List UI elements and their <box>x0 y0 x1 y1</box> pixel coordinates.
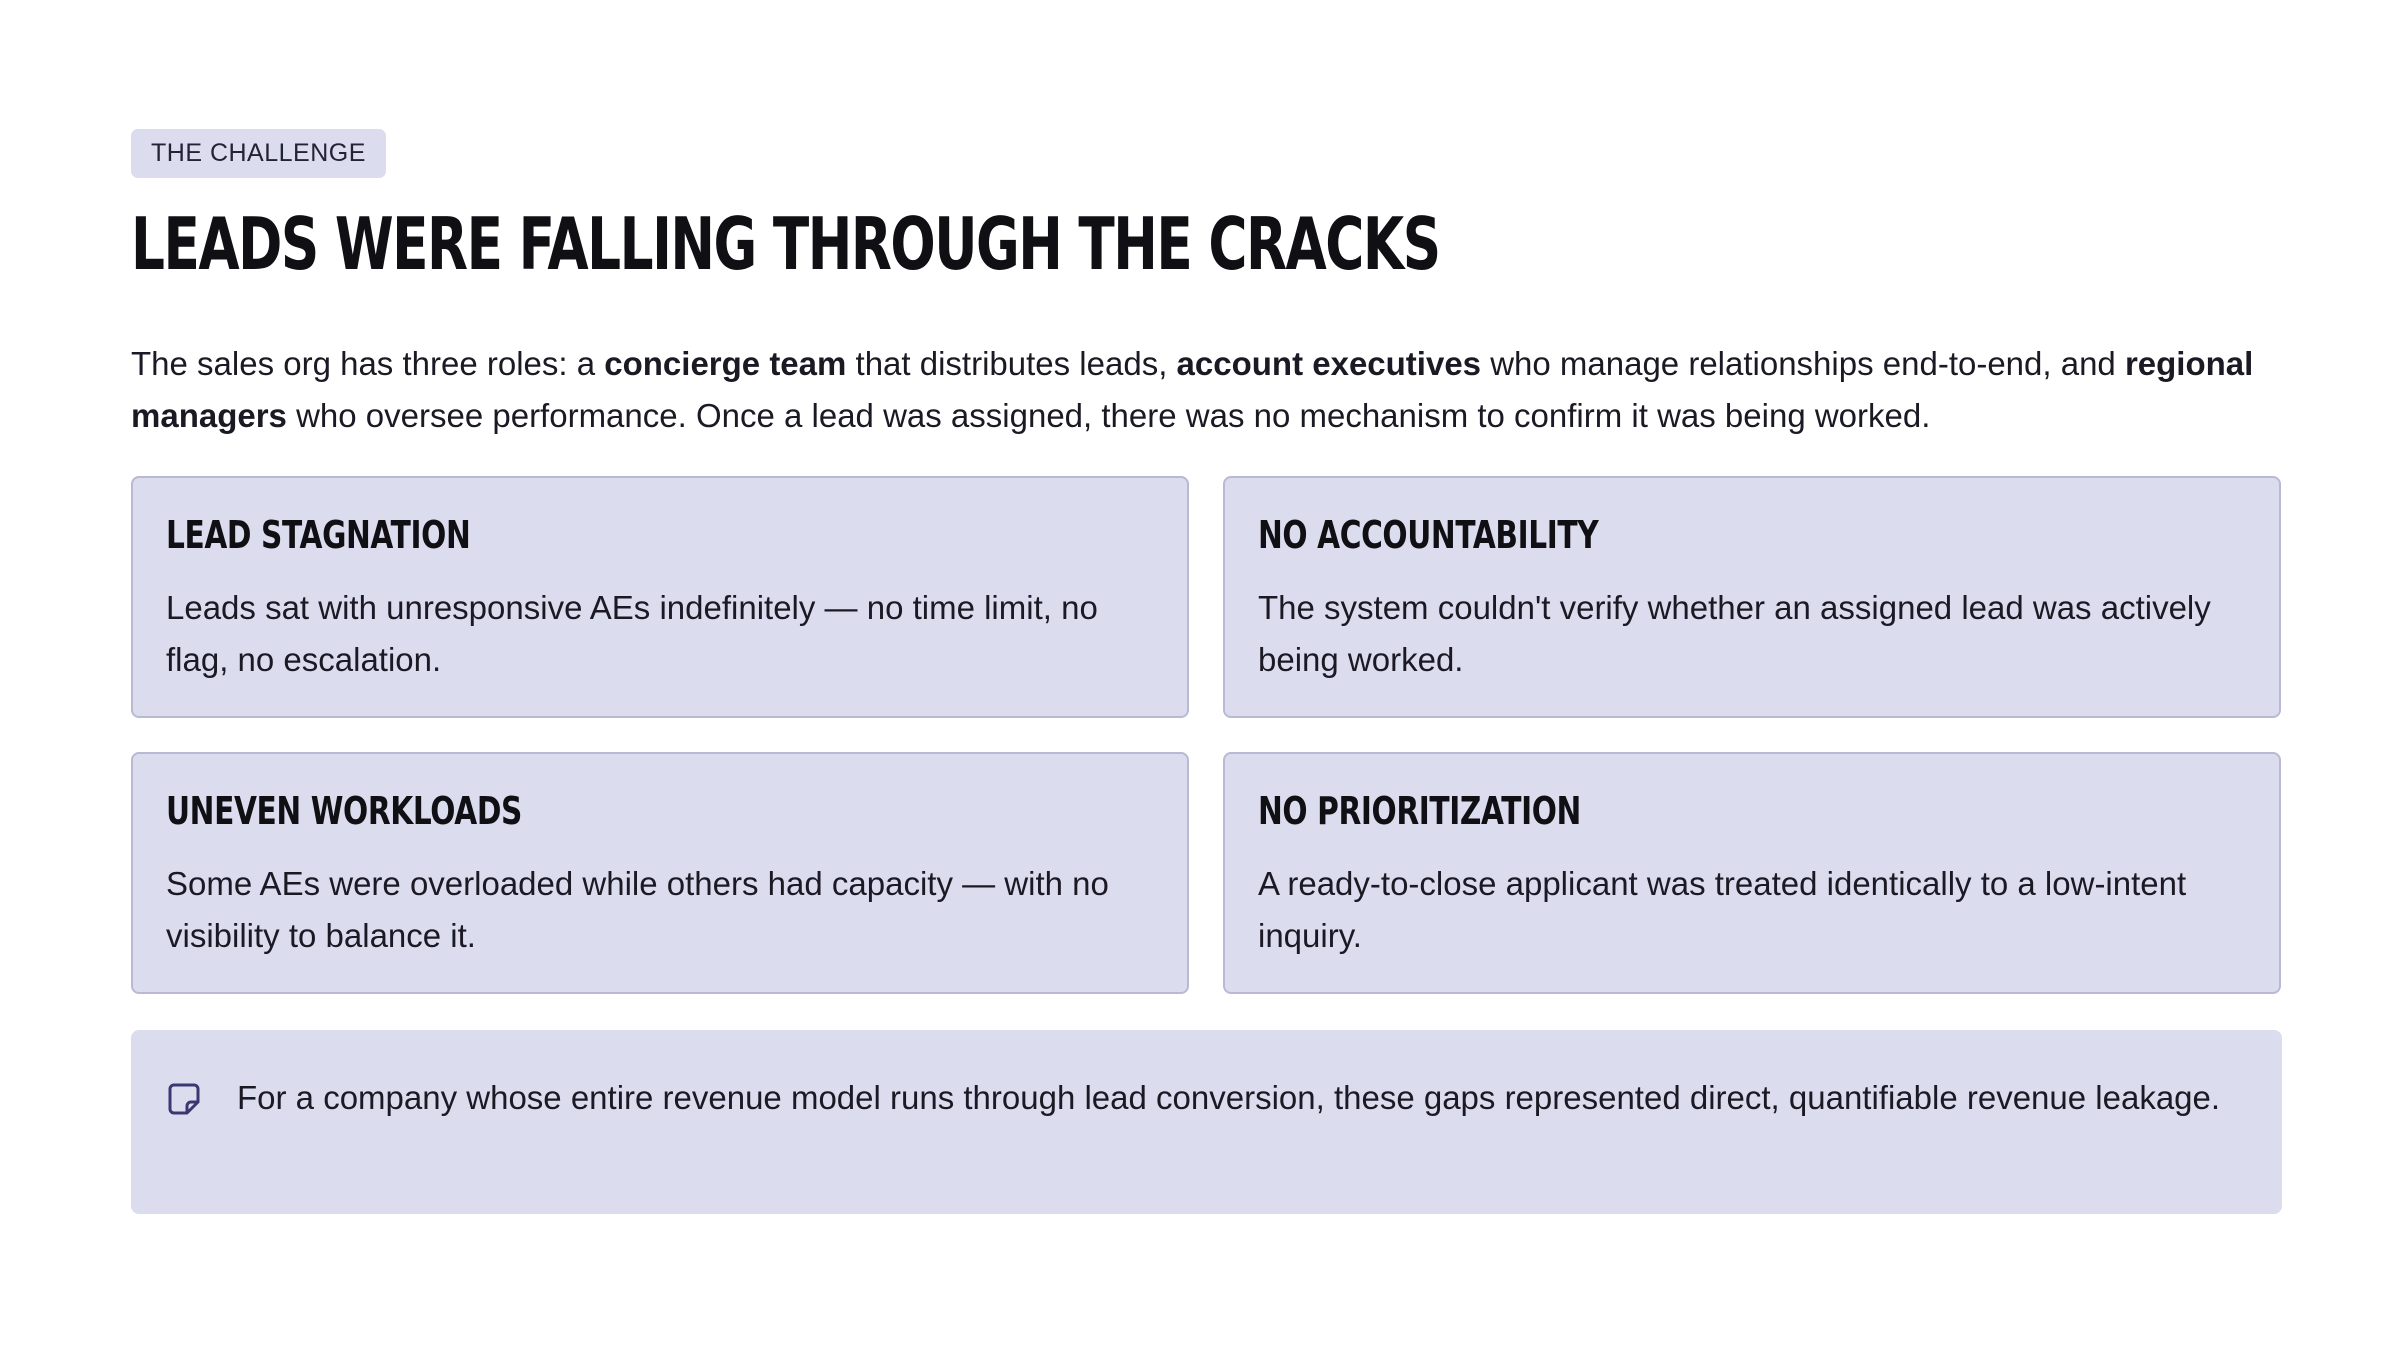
card-body: Some AEs were overloaded while others had capacity — with no visibility to balance it. <box>166 865 1109 954</box>
intro-bold-regional-managers: regional managers <box>131 345 2254 434</box>
challenge-section <box>131 129 2282 1214</box>
intro-text-2: that distributes leads, <box>846 345 1177 382</box>
intro-text-4: who oversee performance. Once a lead was assigned, there was no mechanism to confirm it was being worked. <box>286 397 1931 434</box>
problem-cards-grid <box>131 476 2282 994</box>
section-eyebrow-badge: THE CHALLENGE <box>131 129 386 178</box>
card-body: The system couldn't verify whether an assigned lead was actively being worked. <box>1258 589 2211 678</box>
card-body: A ready-to-close applicant was treated identically to a low-intent inquiry. <box>1258 865 2187 954</box>
card-title: NO ACCOUNTABILITY <box>1258 513 1599 557</box>
intro-text-3: who manage relationships end-to-end, and <box>1481 345 2125 382</box>
intro-text-1: The sales org has three roles: a <box>131 345 605 382</box>
card-body: Leads sat with unresponsive AEs indefinitely — no time limit, no flag, no escalation. <box>166 589 1098 678</box>
card-title: LEAD STAGNATION <box>166 513 471 557</box>
section-title: LEADS WERE FALLING THROUGH THE CRACKS <box>131 202 1440 286</box>
problem-card-no-accountability <box>1223 476 2281 718</box>
problem-card-no-prioritization <box>1223 752 2281 994</box>
problem-card-uneven-workloads <box>131 752 1189 994</box>
intro-bold-concierge: concierge team <box>604 345 847 382</box>
sticky-note-icon <box>167 1082 201 1116</box>
card-title: UNEVEN WORKLOADS <box>166 789 522 833</box>
revenue-callout <box>131 1030 2282 1214</box>
intro-bold-account-executives: account executives <box>1176 345 1482 382</box>
intro-paragraph <box>131 338 2282 442</box>
problem-card-lead-stagnation <box>131 476 1189 718</box>
callout-text: For a company whose entire revenue model runs through lead conversion, these gaps represented direct, quantifiable revenue leakage. <box>237 1079 2221 1116</box>
card-title: NO PRIORITIZATION <box>1258 789 1581 833</box>
